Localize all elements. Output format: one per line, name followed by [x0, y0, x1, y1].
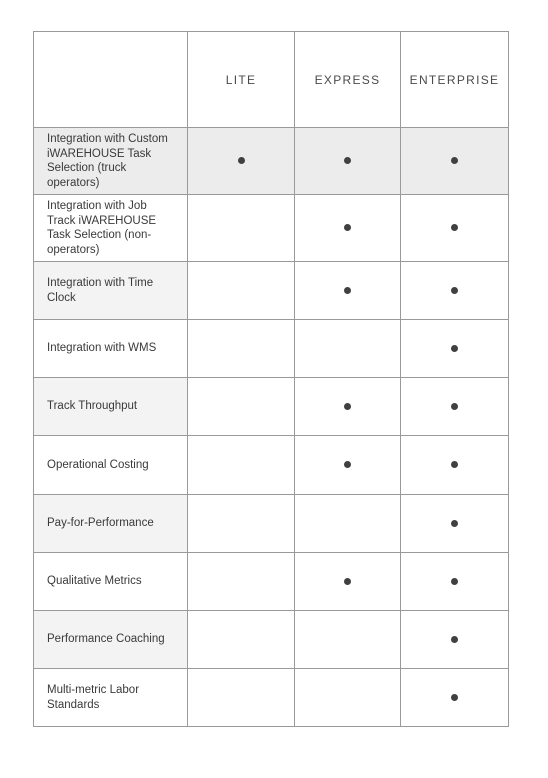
cell-lite [188, 669, 295, 727]
header-enterprise: ENTERPRISE [401, 32, 509, 128]
filled-circle-icon [451, 157, 458, 164]
cell-lite [188, 378, 295, 436]
filled-circle-icon [451, 694, 458, 701]
cell-express [295, 436, 401, 495]
cell-enterprise [401, 195, 509, 262]
cell-enterprise [401, 262, 509, 320]
table-row [34, 436, 509, 495]
filled-circle-icon [344, 157, 351, 164]
feature-text: Multi-metric Labor Standards [47, 684, 140, 711]
table-row [34, 669, 509, 727]
feature-text: Integration with Time Clock [47, 277, 154, 304]
filled-circle-icon [451, 224, 458, 231]
cell-express [295, 378, 401, 436]
table-row [34, 262, 509, 320]
filled-circle-icon [344, 461, 351, 468]
filled-circle-icon [451, 287, 458, 294]
cell-express [295, 669, 401, 727]
cell-express [295, 495, 401, 553]
filled-circle-icon [451, 403, 458, 410]
header-express: EXPRESS [295, 32, 401, 128]
feature-label: Operational Costing [34, 436, 188, 495]
feature-label [34, 195, 188, 262]
cell-lite [188, 128, 295, 195]
cell-enterprise [401, 436, 509, 495]
header-lite: LITE [188, 32, 295, 128]
filled-circle-icon [344, 224, 351, 231]
feature-text: Integration with Custom iWAREHOUSE Task Selection (truck operators) [47, 133, 168, 189]
feature-label [34, 262, 188, 320]
table-row [34, 553, 509, 611]
filled-circle-icon [451, 636, 458, 643]
cell-express [295, 553, 401, 611]
cell-express [295, 195, 401, 262]
cell-lite [188, 553, 295, 611]
cell-lite [188, 611, 295, 669]
cell-express [295, 611, 401, 669]
table-row [34, 495, 509, 553]
header-row [34, 32, 509, 128]
feature-label [34, 669, 188, 727]
cell-lite [188, 262, 295, 320]
feature-text: Integration with Job Track iWAREHOUSE Task Selection (non-operators) [47, 200, 157, 256]
feature-label: Integration with WMS [34, 320, 188, 378]
feature-label [34, 128, 188, 195]
feature-label: Pay-for-Performance [34, 495, 188, 553]
table-row [34, 195, 509, 262]
cell-express [295, 320, 401, 378]
feature-label: Qualitative Metrics [34, 553, 188, 611]
table-row [34, 128, 509, 195]
table-row [34, 611, 509, 669]
filled-circle-icon [451, 461, 458, 468]
cell-enterprise [401, 128, 509, 195]
cell-enterprise [401, 553, 509, 611]
cell-enterprise [401, 320, 509, 378]
cell-enterprise [401, 669, 509, 727]
filled-circle-icon [451, 345, 458, 352]
cell-enterprise [401, 495, 509, 553]
filled-circle-icon [451, 520, 458, 527]
cell-lite [188, 320, 295, 378]
table-row [34, 378, 509, 436]
filled-circle-icon [344, 287, 351, 294]
cell-enterprise [401, 378, 509, 436]
filled-circle-icon [238, 157, 245, 164]
cell-enterprise [401, 611, 509, 669]
filled-circle-icon [344, 403, 351, 410]
table-row [34, 320, 509, 378]
feature-comparison-table [33, 31, 509, 727]
cell-lite [188, 195, 295, 262]
header-feature-blank [34, 32, 188, 128]
cell-express [295, 128, 401, 195]
cell-lite [188, 495, 295, 553]
cell-lite [188, 436, 295, 495]
feature-label: Track Throughput [34, 378, 188, 436]
feature-label: Performance Coaching [34, 611, 188, 669]
filled-circle-icon [344, 578, 351, 585]
filled-circle-icon [451, 578, 458, 585]
cell-express [295, 262, 401, 320]
